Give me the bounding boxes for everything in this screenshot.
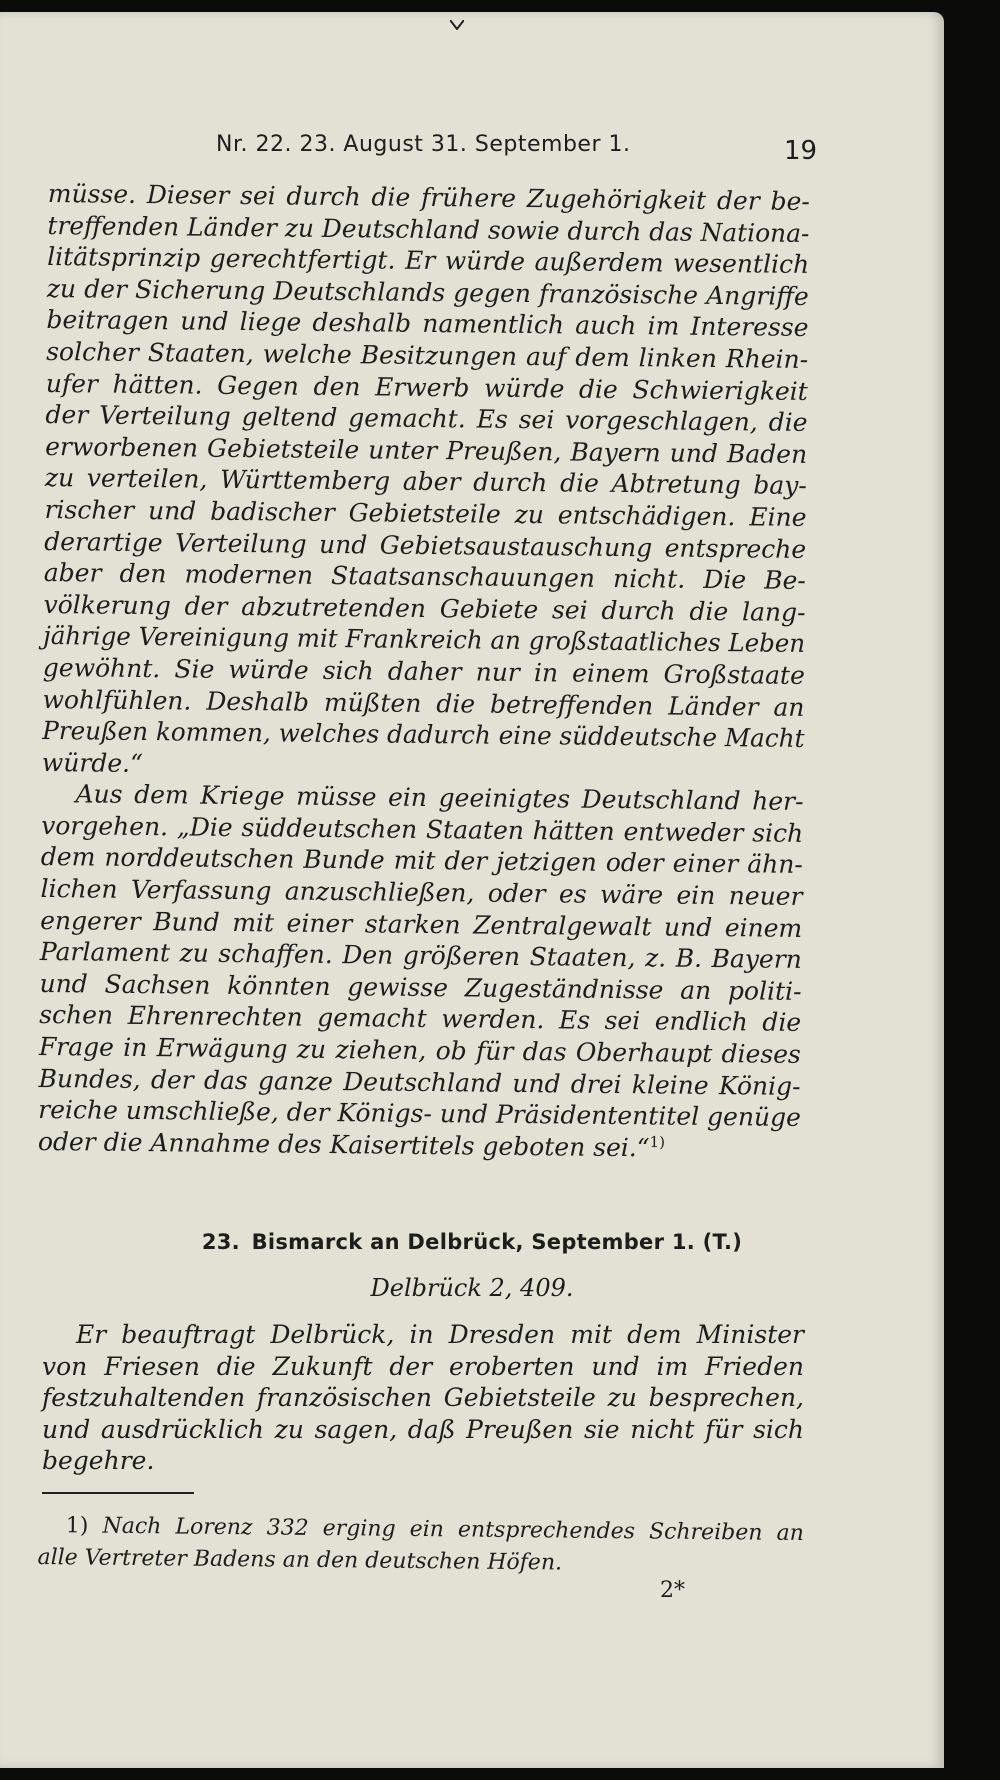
text-line: Frage in Erwägung zu ziehen, ob für das Oberhaupt dieses (38, 1031, 802, 1069)
text-line: beitragen und liege deshalb namentlich auch im Interesse (46, 305, 809, 343)
text-line: Preußen kommen, welches dadurch eine süddeutsche Macht (42, 716, 805, 754)
section-text (42, 1319, 804, 1477)
text-line: engerer Bund mit einer starken Zentralgewalt und einem (40, 905, 803, 943)
footnote-text: Nach Lorenz 332 erging ein entsprechendes Schreiben an (102, 1513, 804, 1547)
text-line: Aus dem Kriege müsse ein geeinigtes Deutschland her- (75, 779, 804, 817)
running-head: Nr. 22. 23. August 31. September 1. (216, 132, 631, 157)
text-line: müsse. Dieser sei durch die frühere Zugehörigkeit der be- (47, 178, 810, 216)
text-line: solcher Staaten, welche Besitzungen auf dem linken Rhein- (46, 336, 809, 374)
text-line: dem norddeutschen Bunde mit der jetzigen oder einer ähn- (40, 842, 804, 880)
binding-mark-icon (450, 20, 464, 30)
text-line: wohlfühlen. Deshalb müßten die betreffenden Länder an (42, 684, 805, 722)
footnote-marker: 1) (65, 1513, 89, 1539)
text-line: litätsprinzip gerechtfertigt. Er würde außerdem wesentlich (47, 242, 810, 280)
text-line: völkerung der abzutretenden Gebiete sei durch die lang- (43, 589, 806, 627)
text-line: ufer hätten. Gegen den Erwerb würde die Schwierigkeit (45, 368, 808, 406)
text-line: zu der Sicherung Deutschlands gegen französische Angriffe (46, 273, 809, 311)
printer-signature: 2* (660, 1578, 685, 1603)
text-line: der Verteilung geltend gemacht. Es sei vorgeschlagen, die (45, 400, 808, 438)
text-line: schen Ehrenrechten gemacht werden. Es sei endlich die (39, 1000, 802, 1038)
text-line: zu verteilen, Württemberg aber durch die Abtretung bay- (44, 463, 807, 501)
text-line: rischer und badischer Gebietsteile zu entschädigen. Eine (44, 494, 807, 532)
text-line: aber den modernen Staatsanschauungen nicht. Die Be- (43, 558, 806, 596)
footnote-line: alle Vertreter Badens an den deutschen Höfen. (37, 1544, 563, 1576)
text-line: jährige Vereinigung mit Frankreich an großstaatliches Leben (43, 621, 806, 659)
text-line: lichen Verfassung anzuschließen, oder es wäre ein neuer (40, 874, 803, 912)
text-line: oder die Annahme des Kaisertitels geboten sei.“ (37, 1126, 650, 1163)
text-line: reiche umschließe, der Königs- und Präsidententitel genüge (38, 1095, 802, 1133)
text-line: derartige Verteilung und Gebietsaustauschung entspreche (44, 526, 807, 564)
text-line: und ausdrücklich zu sagen, daß Preußen sie nicht für sich (42, 1414, 804, 1444)
text-line: treffenden Länder zu Deutschland sowie durch das Nationa- (47, 210, 810, 248)
book-page (0, 12, 944, 1768)
text-line: Parlament zu schaffen. Den größeren Staaten, z. B. Bayern (39, 937, 803, 975)
text-line: begehre. (42, 1446, 155, 1476)
text-line: Er beauftragt Delbrück, in Dresden mit dem Minister (76, 1320, 804, 1349)
text-line: erworbenen Gebietsteile unter Preußen, Bayern und Baden (45, 431, 808, 469)
section-number: 23. (201, 1230, 240, 1254)
text-line: Bundes, der das ganze Deutschland und drei kleine König- (38, 1063, 801, 1101)
page-number: 19 (784, 136, 818, 166)
text-line: und Sachsen könnten gewisse Zugeständnisse an politi- (39, 968, 802, 1006)
footnote-reference: 1) (649, 1132, 666, 1151)
section-title: Bismarck an Delbrück, September 1. (T.) (251, 1230, 743, 1254)
footnote-divider (42, 1492, 194, 1494)
body-text (38, 178, 810, 1165)
section-heading (0, 1230, 944, 1254)
text-line: würde.“ (41, 747, 144, 778)
text-line: von Friesen die Zukunft der eroberten und im Frieden (42, 1351, 804, 1381)
footnotes (37, 1512, 804, 1583)
page-header (0, 124, 944, 164)
text-line: vorgehen. „Die süddeutschen Staaten hätten entweder sich (41, 810, 804, 848)
text-line: festzuhaltenden französischen Gebietsteile zu besprechen, (42, 1383, 804, 1413)
section-source: Delbrück 2, 409. (370, 1274, 574, 1302)
text-line: gewöhnt. Sie würde sich daher nur in einem Großstaate (42, 652, 805, 690)
